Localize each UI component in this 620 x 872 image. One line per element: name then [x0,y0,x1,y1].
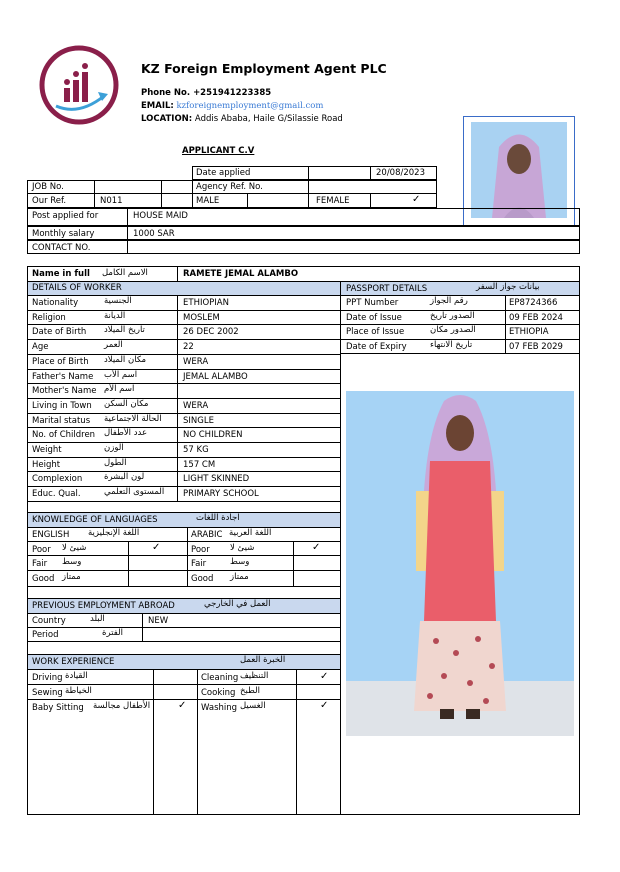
languages-header: KNOWLEDGE OF LANGUAGES [32,515,158,525]
detail-value: NO CHILDREN [183,430,243,441]
detail-label: Marital status [32,415,91,426]
our-ref-value: N011 [100,196,123,206]
male-label: MALE [196,196,220,206]
agency-ref-label: Agency Ref. No. [196,182,263,192]
detail-label: Age [32,342,49,353]
detail-label-ar: تاريخ الميلاد [104,325,145,336]
our-ref-label: Our Ref. [32,196,67,206]
phone-value: +251941223385 [193,88,272,98]
contact-row [27,240,580,254]
work-header: WORK EXPERIENCE [32,657,115,667]
phone-label: Phone No. [141,88,191,98]
date-applied-label: Date applied [196,168,251,178]
detail-label-ar: الحالة الاجتماعية [104,413,162,424]
detail-label: Educ. Qual. [32,489,81,500]
detail-value: 22 [183,342,194,353]
female-label: FEMALE [316,196,350,206]
work-skill-label: Sewing [32,688,63,698]
passport-value: 07 FEB 2029 [509,341,563,352]
detail-label-ar: الجنسية [104,296,132,306]
detail-label-ar: اسم الأب [104,369,138,380]
applicant-photo-full [346,391,574,736]
company-name: KZ Foreign Employment Agent PLC [141,61,387,76]
detail-label: Place of Birth [32,356,89,367]
detail-label: Date of Birth [32,327,87,338]
detail-label: Nationality [32,298,79,308]
detail-value: ETHIOPIAN [183,298,229,308]
salary-value: 1000 SAR [133,229,175,239]
passport-label-ar: الصدور تاريخ [430,310,475,321]
arabic-level-label-ar: شيئ لا [230,543,255,553]
detail-value: PRIMARY SCHOOL [183,489,259,500]
work-skill-label-ar: الأطفال مجالسة [93,701,151,711]
email-line [141,102,323,111]
date-applied-value: 20/08/2023 [376,168,425,178]
previous-header-ar: العمل في الخارجي [204,599,271,609]
detail-label-ar: مكان السكن [104,398,149,409]
location-value: Addis Ababa, Haile G/Silassie Road [194,114,343,124]
detail-label-ar: الطول [104,457,127,468]
detail-label: Height [32,459,61,470]
work-skill-label: Cleaning [201,673,239,683]
babysitting-check: ✓ [178,700,187,711]
country-label-ar: البلد [90,614,105,624]
work-skill-label-ar: التنظيف [240,671,269,681]
period-label: Period [32,630,59,640]
english-level-label: Good [32,574,55,584]
location-label: LOCATION: [141,114,193,124]
detail-label: No. of Children [32,430,96,441]
arabic-level-label: Poor [191,545,210,555]
detail-value: 157 CM [183,459,216,470]
cleaning-check: ✓ [320,671,329,682]
arabic-label: ARABIC [191,530,223,540]
detail-label-ar: عدد الأطفال [104,428,148,439]
name-label-ar: الاسم الكامل [102,268,148,278]
work-skill-label: Washing [201,703,238,713]
detail-label-ar: المستوى التعلمي [104,487,165,498]
passport-label-ar: تاريخ الانتهاء [430,339,473,350]
ref-row [27,193,437,208]
previous-header: PREVIOUS EMPLOYMENT ABROAD [32,601,175,611]
detail-label: Weight [32,445,62,455]
passport-label: Place of Issue [346,327,405,337]
english-label: ENGLISH [32,530,70,540]
passport-label-ar: الصدور مكان [430,325,476,335]
contact-label: CONTACT NO. [32,243,91,253]
passport-label: Date of Issue [346,312,402,323]
page-title: APPLICANT C.V [182,146,255,156]
detail-value: MOSLEM [183,312,220,323]
passport-label: PPT Number [346,298,399,308]
detail-label-ar: العمر [104,340,123,351]
english-level-label: Fair [32,559,48,569]
job-no-label: JOB No. [32,182,64,192]
salary-row [27,226,580,240]
work-skill-label: Cooking [201,688,236,698]
detail-label-ar: مكان الميلاد [104,354,147,365]
work-skill-label-ar: الطبخ [240,686,260,696]
english-level-label-ar: وسط [62,557,82,567]
post-row [27,208,580,226]
english-label-ar: اللغة الإنجليزية [88,528,140,538]
salary-label: Monthly salary [32,229,95,239]
country-value: NEW [148,616,169,626]
arabic-level-label-ar: وسط [230,557,250,567]
arabic-label-ar: اللغة العربية [229,528,272,538]
detail-label: Living in Town [32,400,92,411]
name-label: Name in full [32,269,90,279]
email-label: EMAIL: [141,101,174,111]
arabic-level-label: Fair [191,559,207,569]
country-label: Country [32,616,66,626]
phone-line [141,89,271,98]
detail-label-ar: اسم الأم [104,384,135,395]
detail-label: Religion [32,312,66,323]
detail-value: WERA [183,400,209,411]
passport-header-ar: بيانات جواز السفر [476,282,540,292]
detail-label-ar: الوزن [104,443,124,453]
work-skill-label-ar: الخياطة [65,686,92,696]
passport-label: Date of Expiry [346,341,407,352]
detail-value: 26 DEC 2002 [183,327,239,338]
work-skill-label-ar: القيادة [65,671,88,681]
period-label-ar: الفترة [102,628,123,638]
work-skill-label: Driving [32,673,63,683]
company-logo [38,44,120,126]
arabic-poor-check: ✓ [312,542,321,553]
passport-value: EP8724366 [509,298,558,308]
work-skill-label-ar: الغسيل [240,701,266,711]
details-header: DETAILS OF WORKER [32,283,122,293]
location-line [141,115,343,124]
name-value: RAMETE JEMAL ALAMBO [183,269,299,279]
washing-check: ✓ [320,700,329,711]
english-level-label: Poor [32,545,51,555]
passport-value: ETHIOPIA [509,327,549,337]
passport-header: PASSPORT DETAILS [346,284,428,294]
english-level-label-ar: ممتاز [62,572,81,582]
detail-value: WERA [183,356,209,367]
email-value[interactable]: kzforeignemployment@gmail.com [176,101,324,111]
work-skill-label: Baby Sitting [32,703,84,713]
detail-value: LIGHT SKINNED [183,474,250,485]
post-value: HOUSE MAID [133,211,188,221]
detail-value: JEMAL ALAMBO [183,371,248,382]
arabic-level-label: Good [191,574,214,584]
detail-label-ar: الديانة [104,310,126,321]
detail-value: SINGLE [183,415,214,426]
english-poor-check: ✓ [152,542,161,553]
passport-label-ar: رقم الجواز [430,296,468,306]
passport-value: 09 FEB 2024 [509,312,563,323]
post-label: Post applied for [32,211,99,221]
detail-label: Complexion [32,474,83,485]
detail-label: Mother's Name [32,386,97,397]
english-level-label-ar: شيئ لا [62,543,87,553]
arabic-level-label-ar: ممتاز [230,572,249,582]
work-header-ar: الخبرة العمل [240,655,286,665]
female-check: ✓ [412,194,421,205]
detail-value: 57 KG [183,445,209,455]
detail-label-ar: لون البشرة [104,472,145,483]
detail-label: Father's Name [32,371,94,382]
languages-header-ar: اجادة اللغات [196,513,240,523]
